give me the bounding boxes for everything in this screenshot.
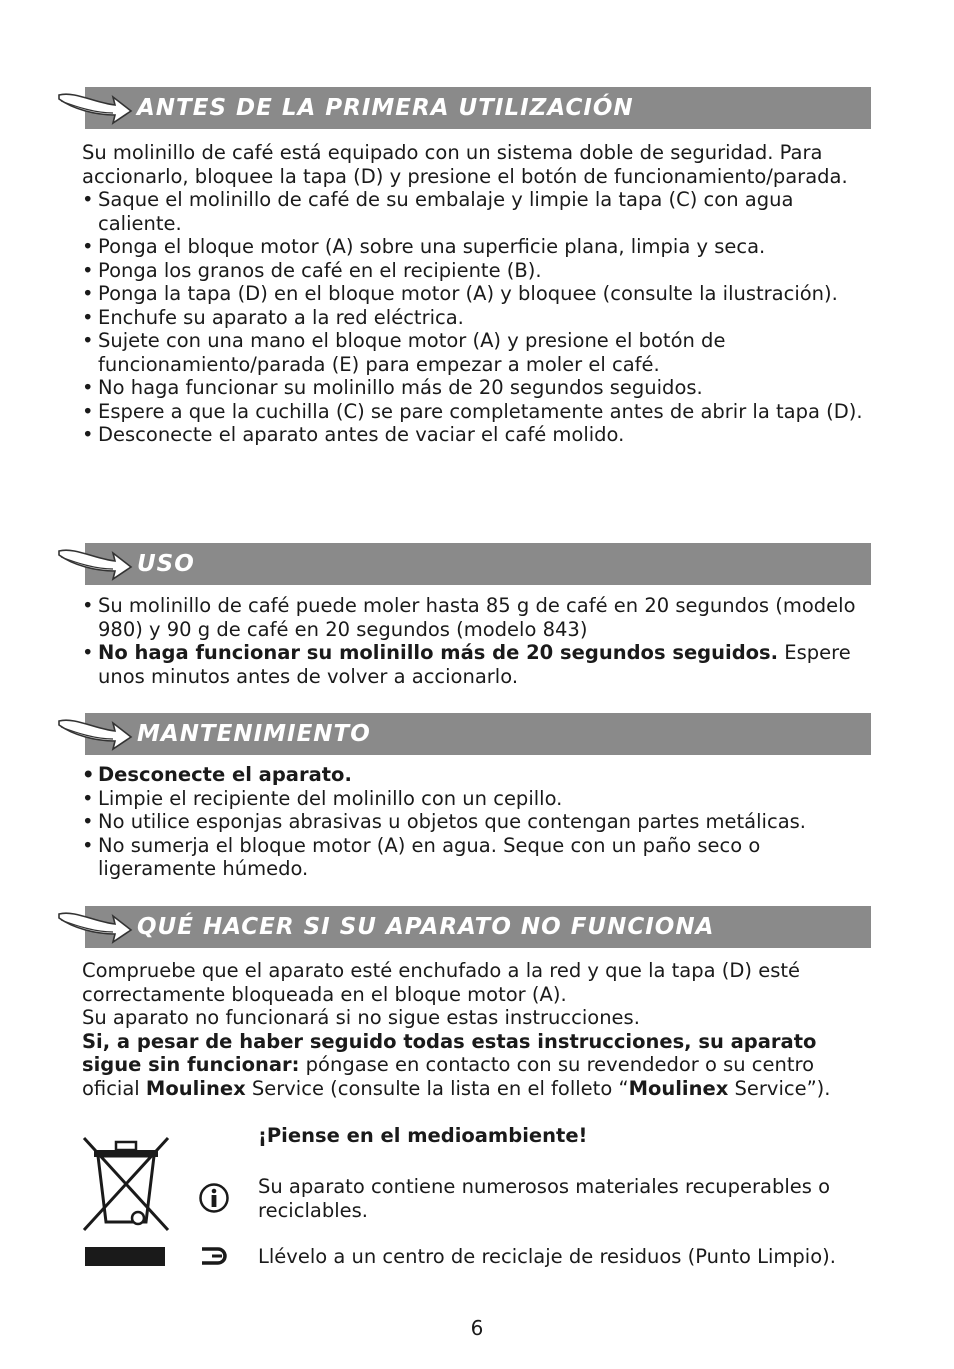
environment-info-text: Su aparato contiene numerosos materiales recuperables o reciclables. [258, 1175, 831, 1222]
contact-paragraph [82, 1030, 877, 1101]
environment-action-text: Llévelo a un centro de reciclaje de residuos (Punto Limpio). [258, 1245, 836, 1268]
warning-paragraph: Su aparato no funcionará si no sigue estas instrucciones. [82, 1006, 640, 1029]
list-item [82, 641, 877, 688]
arrow-right-icon [198, 1243, 228, 1269]
list-item: • Espere a que la cuchilla (C) se pare completamente antes de abrir la tapa (D). [82, 400, 877, 424]
warning-rest: Espere unos minutos antes de volver a accionarlo. [98, 641, 851, 688]
first-use-list [82, 188, 877, 447]
first-use-content [82, 141, 877, 447]
section-title: MANTENIMIENTO [137, 721, 371, 747]
list-item: • Su molinillo de café puede moler hasta 85 g de café en 20 segundos (modelo 980) y 90 g de café en 20 segundos (modelo 843) [82, 594, 877, 641]
list-item: • Desconecte el aparato antes de vaciar el café molido. [82, 423, 877, 447]
list-item: • Limpie el recipiente del molinillo con un cepillo. [82, 787, 877, 811]
section-header-maintenance [55, 713, 871, 755]
header-bar [85, 543, 871, 585]
list-item: • No sumerja el bloque motor (A) en agua. Seque con un paño seco o ligeramente húmedo. [82, 834, 877, 881]
maintenance-content [82, 763, 877, 881]
use-list [82, 594, 877, 688]
warning-text: No haga funcionar su molinillo más de 20 segundos seguidos. [98, 641, 779, 664]
check-paragraph: Compruebe que el aparato esté enchufado a la red y que la tapa (D) esté correctamente bloqueada en el bloque motor (A). [82, 959, 801, 1006]
section-header-troubleshooting [55, 906, 871, 948]
troubleshooting-content [82, 959, 877, 1100]
info-icon [198, 1182, 230, 1214]
section-title: QUÉ HACER SI SU APARATO NO FUNCIONA [137, 914, 715, 940]
brand-name: Moulinex [145, 1076, 246, 1100]
curved-arrow-icon [55, 711, 135, 757]
curved-arrow-icon [55, 541, 135, 587]
section-title: ANTES DE LA PRIMERA UTILIZACIÓN [137, 95, 634, 121]
use-content [82, 594, 877, 688]
list-item: • No utilice esponjas abrasivas u objetos que contengan partes metálicas. [82, 810, 877, 834]
curved-arrow-icon [55, 904, 135, 950]
black-bar [85, 1247, 165, 1266]
contact-text: Service (consulte la lista en el folleto “ [245, 1076, 629, 1100]
contact-text: Service”). [728, 1076, 831, 1100]
section-title: USO [137, 551, 195, 577]
maintenance-list [82, 763, 877, 881]
list-item: • Ponga los granos de café en el recipiente (B). [82, 259, 877, 283]
curved-arrow-icon [55, 85, 135, 131]
page-number: 6 [470, 1316, 484, 1340]
section-header-first-use [55, 87, 871, 129]
environment-title: ¡Piense en el medioambiente! [258, 1124, 588, 1147]
list-item: • Saque el molinillo de café de su embalaje y limpie la tapa (C) con agua caliente. [82, 188, 877, 235]
crossed-out-wheelie-bin-icon [80, 1134, 172, 1234]
list-item: • No haga funcionar su molinillo más de 20 segundos seguidos. [82, 376, 877, 400]
list-item: • Ponga la tapa (D) en el bloque motor (A) y bloquee (consulte la ilustración). [82, 282, 877, 306]
list-item: • Sujete con una mano el bloque motor (A) y presione el botón de funcionamiento/parada (E) para empezar a moler el café. [82, 329, 877, 376]
contact-text: póngase en contacto con su revendedor o su centro oficial [82, 1053, 815, 1100]
intro-paragraph: Su molinillo de café está equipado con un sistema doble de seguridad. Para accionarlo, bloquee la tapa (D) y presione el botón de funcionamiento/parada. [82, 141, 848, 188]
list-item: • Enchufe su aparato a la red eléctrica. [82, 306, 877, 330]
section-header-use [55, 543, 871, 585]
contact-lead: Si, a pesar de haber seguido todas estas instrucciones, su aparato sigue sin funcionar: [82, 1029, 817, 1076]
list-item: • Desconecte el aparato. [82, 763, 877, 787]
list-item: • Ponga el bloque motor (A) sobre una superficie plana, limpia y seca. [82, 235, 877, 259]
brand-name: Moulinex [628, 1076, 729, 1100]
